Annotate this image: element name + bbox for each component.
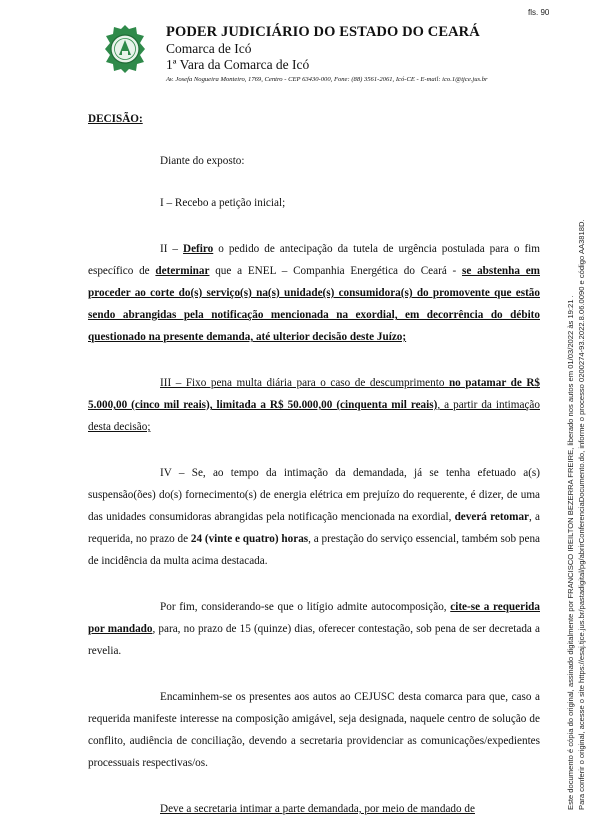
document-heading	[88, 108, 540, 130]
intro-paragraph: Diante do exposto:	[160, 155, 245, 167]
item-1-paragraph: I – Recebo a petição inicial;	[160, 197, 286, 209]
fine-amount-text: no patamar de R$ 5.000,00 (cinco mil reais), limitada a R$ 50.000,00 (cinquenta mil reais)	[88, 377, 540, 411]
signature-line-1: Este documento é cópia do original, assinado digitalmente por FRANCISCO IREILTON BEZERRA FREIRE, liberado nos autos em 01/03/2022 às 19:21 .	[566, 295, 575, 810]
deadline-text: 24 (vinte e quatro) horas	[190, 533, 309, 545]
determinar-text: determinar	[155, 265, 210, 277]
item-4-paragraph: IV – Se, ao tempo da intimação da demandada, já se tenha efetuado a(s) suspensão(ões) do(s) fornecimento(s) de energia elétrica em prejuízo do requerente, é dizer, de uma das unidades consumidoras abrangidas pela notificação mencionada na exordial, deverá retomar, a requerida, no prazo de 24 (vinte e quatro) horas, a prestação do serviço essencial, também sob pena de incidência da multa acima destacada.	[88, 467, 541, 567]
signature-line-2: Para conferir o original, acesse o site https://esaj.tjce.jus.br/pastadigital/pg/abrirConferenciaDocumento.do, informe o processo 0200274-93.2022.8.06.0090 e código AA3818D.	[576, 219, 586, 810]
page-number: fls. 90	[528, 8, 550, 17]
seal-emblem	[104, 24, 146, 74]
court-address: Av. Josefa Nogueira Monteiro, 1769, Centro - CEP 63430-000, Fone: (88) 3561-2061, Icó-CE - E-mail: ico.1@tjce.jus.br	[166, 75, 488, 83]
cejusc-paragraph: Encaminhem-se os presentes aos autos ao CEJUSC desta comarca para que, caso a requerida manifeste interesse na composição amigável, seja designada, naquele centro de solução de conflito, audiência de conciliação, devendo a secretaria providenciar as comunicações/expedientes processuais respectivas/os.	[88, 691, 540, 769]
court-header	[166, 24, 526, 85]
court-title: PODER JUDICIÁRIO DO ESTADO DO CEARÁ	[166, 24, 480, 40]
secretaria-paragraph: Deve a secretaria intimar a parte demandada, por meio de mandado de	[160, 803, 475, 815]
retomar-text: deverá retomar	[454, 511, 530, 523]
heading-text: DECISÃO	[88, 113, 139, 125]
document-body	[88, 108, 540, 820]
item-2-paragraph: II – Defiro o pedido de antecipação da tutela de urgência postulada para o fim específico de determinar que a ENEL – Companhia Energética do Ceará - se abstenha em proceder ao corte do(s) serviço(s) na(s) unidade(s) consumidora(s) do promovente que estão sendo abrangidas pela notificação mencionada na exordial, em decorrência do débito questionado na presente demanda, até ulterior decisão deste Juízo;	[88, 243, 540, 343]
citation-text: cite-se a requerida por mandado	[88, 601, 540, 635]
order-text: se abstenha em proceder ao corte do(s) serviço(s) na(s) unidade(s) consumidora(s) do promovente que estão sendo abrangidas pela notificação mencionada na exordial, em decorrência do débito questionado na presente demanda, até ulterior decisão deste Juízo;	[88, 265, 540, 343]
defiro-text: Defiro	[183, 243, 214, 255]
comarca-name: Comarca de Icó	[166, 41, 252, 57]
item-3-paragraph: III – Fixo pena multa diária para o caso de descumprimento no patamar de R$ 5.000,00 (cinco mil reais), limitada a R$ 50.000,00 (cinquenta mil reais), a partir da intimação desta decisão;	[88, 377, 540, 433]
vara-name: 1ª Vara da Comarca de Icó	[166, 57, 310, 73]
digital-signature-stamp	[566, 20, 587, 810]
heading-colon: :	[138, 113, 143, 125]
citation-paragraph: Por fim, considerando-se que o litígio admite autocomposição, cite-se a requerida por mandado, para, no prazo de 15 (quinze) dias, oferecer contestação, sob pena de ser decretada a revelia.	[88, 601, 540, 657]
